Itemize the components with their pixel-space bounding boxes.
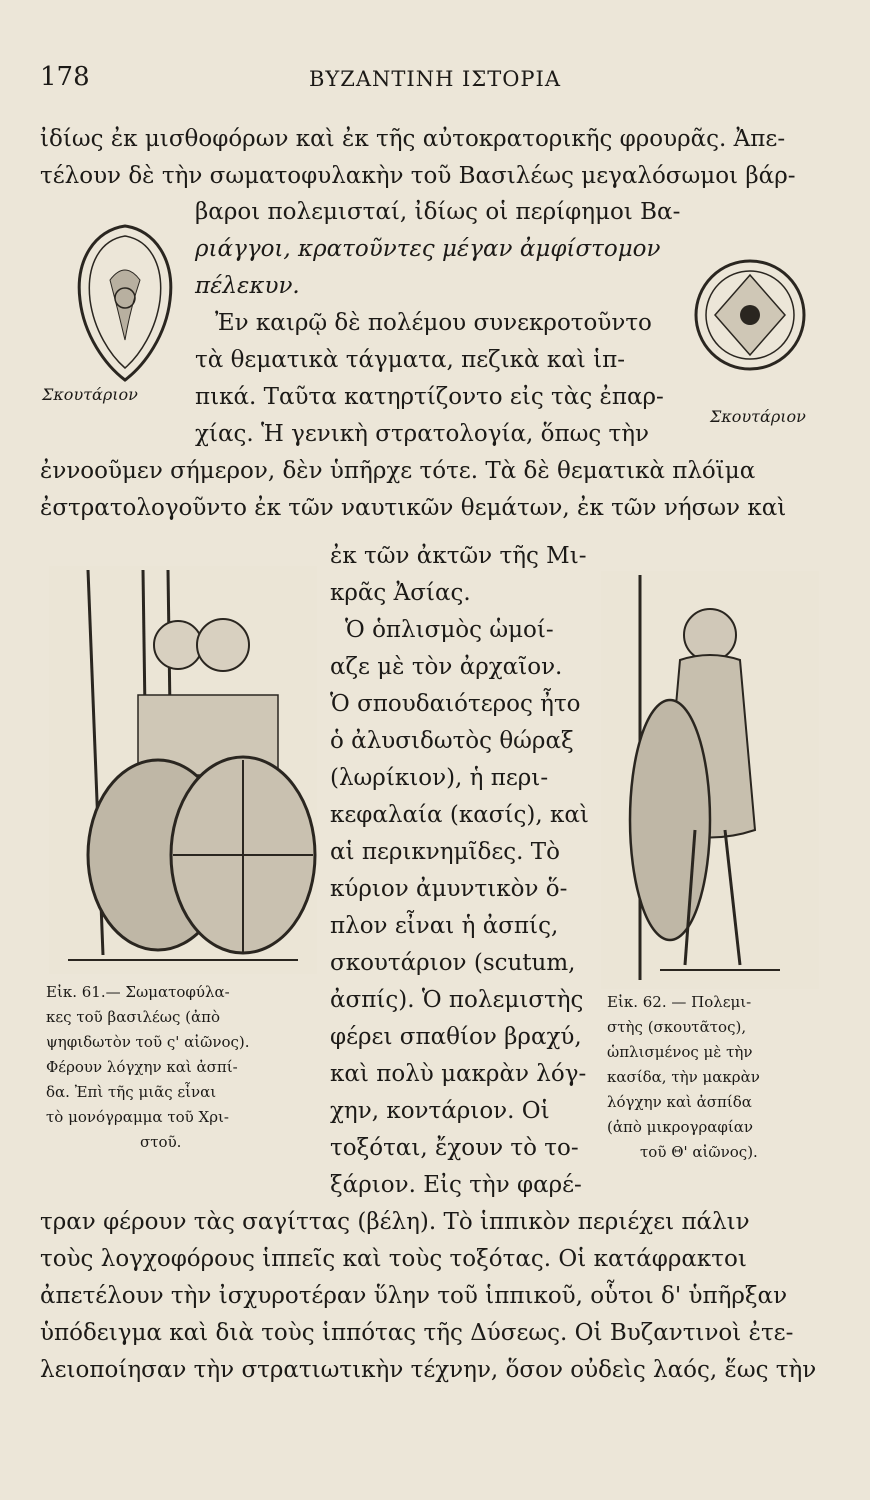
figure-62-caption-line: λόγχην καὶ ἀσπίδα bbox=[607, 1093, 752, 1111]
text-line: Ἐν καιρῷ δὲ πολέμου συνεκροτοῦντο bbox=[215, 310, 652, 336]
text-line: φέρει σπαθίον βραχύ, bbox=[330, 1024, 582, 1050]
text-line: βαροι πολεμισταί, ἰδίως οἱ περίφημοι Βα- bbox=[195, 199, 681, 225]
text-line: σκουτάριον (scutum, bbox=[330, 950, 576, 976]
text-line: ἐστρατολογοῦντο ἐκ τῶν ναυτικῶν θεμάτων, ἐκ τῶν νήσων καὶ bbox=[40, 495, 787, 521]
text-line: καὶ πολὺ μακρὰν λόγ- bbox=[330, 1061, 587, 1087]
figure-61-illustration bbox=[48, 565, 318, 975]
text-line: τοὺς λογχοφόρους ἱππεῖς καὶ τοὺς τοξότας. Οἱ κατάφρακτοι bbox=[40, 1246, 747, 1272]
text-line: ξάριον. Εἰς τὴν φαρέ- bbox=[330, 1172, 582, 1198]
shield-left-illustration bbox=[70, 220, 180, 385]
figure-61-caption-line: Φέρουν λόγχην καὶ ἀσπί- bbox=[46, 1058, 238, 1076]
text-line: κεφαλαία (κασίς), καὶ bbox=[330, 802, 589, 828]
figure-62-illustration bbox=[600, 570, 820, 990]
figure-62-caption-line: ὡπλισμένος μὲ τὴν bbox=[607, 1043, 753, 1061]
text-line: ἀσπίς). Ὁ πολεμιστὴς bbox=[330, 987, 584, 1013]
text-line: κύριον ἀμυντικὸν ὅ- bbox=[330, 876, 568, 902]
text-line: ἀπετέλουν τὴν ἰσχυροτέραν ὕλην τοῦ ἱππικοῦ, οὗτοι δ' ὑπῆρξαν bbox=[40, 1283, 788, 1309]
text-line: χην, κοντάριον. Οἱ bbox=[330, 1098, 550, 1124]
text-line: πέλεκυν. bbox=[195, 273, 300, 299]
figure-61-caption-line: ψηφιδωτὸν τοῦ ς' αἰῶνος). bbox=[46, 1033, 250, 1051]
figure-62-caption-line: στὴς (σκουτᾶτος), bbox=[607, 1018, 747, 1036]
page-number: 178 bbox=[40, 62, 90, 92]
text-line: τὰ θεματικὰ τάγματα, πεζικὰ καὶ ἱπ- bbox=[195, 347, 626, 373]
figure-61-caption-line: τὸ μονόγραμμα τοῦ Χρι- bbox=[46, 1108, 229, 1126]
text-line: λειοποίησαν τὴν στρατιωτικὴν τέχνην, ὅσον οὐδεὶς λαός, ἕως τὴν bbox=[40, 1357, 817, 1383]
text-line: ὁ ἀλυσιδωτὸς θώραξ bbox=[330, 728, 574, 754]
figure-61-caption-line: Εἰκ. 61.— Σωματοφύλα- bbox=[46, 983, 230, 1001]
text-line: πλον εἶναι ἡ ἀσπίς, bbox=[330, 913, 559, 939]
figure-61-caption-line: δα. Ἐπὶ τῆς μιᾶς εἶναι bbox=[46, 1083, 217, 1101]
text-line: ριάγγοι, κρατοῦντες μέγαν ἀμφίστομον bbox=[195, 236, 661, 262]
text-line: Ὁ σπουδαιότερος ἦτο bbox=[330, 691, 581, 717]
text-line: Ὁ ὁπλισμὸς ὡμοί- bbox=[345, 617, 554, 643]
figure-62-caption-line: (ἀπὸ μικρογραφίαν bbox=[607, 1118, 754, 1136]
shield-left-caption: Σκουτάριον bbox=[42, 385, 138, 404]
shield-right-illustration bbox=[690, 255, 810, 375]
text-line: ἰδίως ἐκ μισθοφόρων καὶ ἐκ τῆς αὐτοκρατορικῆς φρουρᾶς. Ἀπε- bbox=[40, 126, 786, 152]
text-line: αζε μὲ τὸν ἀρχαῖον. bbox=[330, 654, 563, 680]
figure-62-caption-line: κασίδα, τὴν μακρὰν bbox=[607, 1068, 760, 1086]
figure-61-caption-line: στοῦ. bbox=[140, 1133, 182, 1151]
text-line: τραν φέρουν τὰς σαγίττας (βέλη). Τὸ ἱππικὸν περιέχει πάλιν bbox=[40, 1209, 750, 1235]
text-line: τέλουν δὲ τὴν σωματοφυλακὴν τοῦ Βασιλέως μεγαλόσωμοι βάρ- bbox=[40, 163, 796, 189]
text-line: (λωρίκιον), ἡ περι- bbox=[330, 765, 549, 791]
text-line: ὑπόδειγμα καὶ διὰ τοὺς ἱππότας τῆς Δύσεως. Οἱ Βυζαντινοὶ ἐτε- bbox=[40, 1320, 794, 1346]
shield-right-caption: Σκουτάριον bbox=[710, 407, 806, 426]
text-line: κρᾶς Ἀσίας. bbox=[330, 580, 471, 606]
text-line: τοξόται, ἔχουν τὸ το- bbox=[330, 1135, 579, 1161]
running-title: ΒΥΖΑΝΤΙΝΗ ΙΣΤΟΡΙΑ bbox=[308, 67, 562, 91]
figure-62-caption-line: τοῦ Θ' αἰῶνος). bbox=[640, 1143, 758, 1161]
text-line: πικά. Ταῦτα κατηρτίζοντο εἰς τὰς ἐπαρ- bbox=[195, 384, 664, 410]
text-line: ἐκ τῶν ἀκτῶν τῆς Μι- bbox=[330, 543, 587, 569]
figure-61-caption-line: κες τοῦ βασιλέως (ἀπὸ bbox=[46, 1008, 221, 1026]
text-line: αἱ περικνημῖδες. Τὸ bbox=[330, 839, 560, 865]
page-header bbox=[40, 62, 830, 102]
text-line: χίας. Ἡ γενικὴ στρατολογία, ὅπως τὴν bbox=[195, 421, 650, 447]
text-line: ἐννοοῦμεν σήμερον, δὲν ὑπῆρχε τότε. Τὰ δὲ θεματικὰ πλόϊμα bbox=[40, 458, 756, 484]
figure-62-caption-line: Εἰκ. 62. — Πολεμι- bbox=[607, 993, 752, 1011]
